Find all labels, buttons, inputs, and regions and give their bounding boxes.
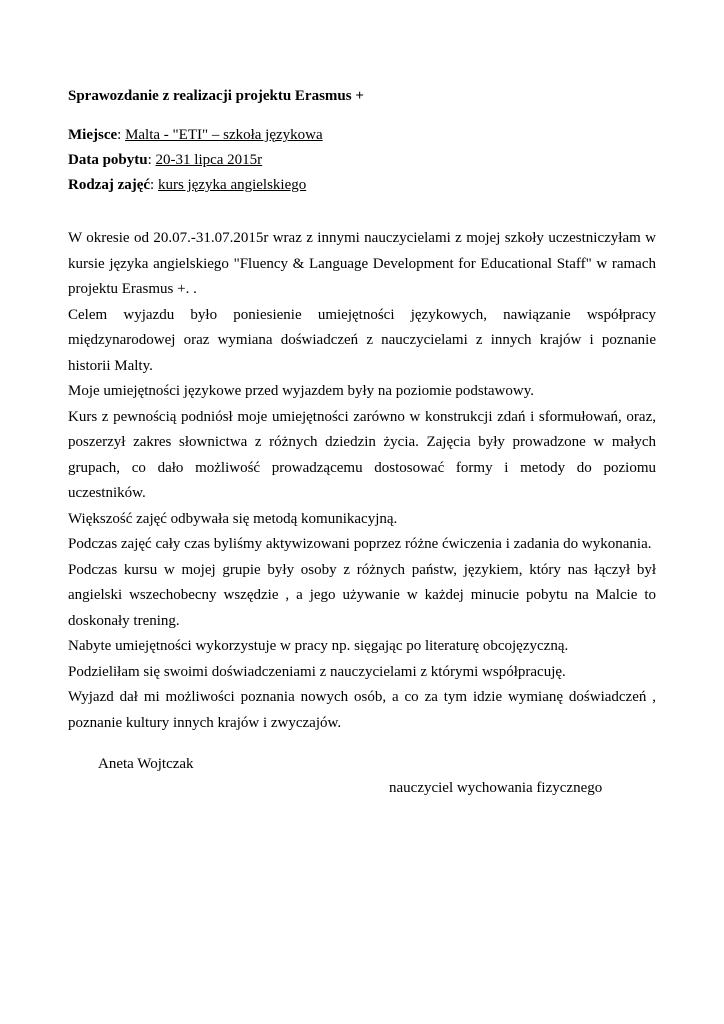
date-value: 20-31 lipca 2015r — [155, 152, 263, 168]
signature-position: nauczyciel wychowania fizycznego — [389, 780, 603, 796]
type-value: kurs języka angielskiego — [157, 177, 307, 193]
paragraph: Podzieliłam się swoimi doświadczeniami z nauczycielami z którymi współpracuję. — [68, 663, 566, 680]
paragraph: Większość zajęć odbywała się metodą komunikacyjną. — [68, 510, 398, 527]
paragraph: W okresie od 20.07.-31.07.2015r wraz z innymi nauczycielami z mojej szkoły uczestniczyłam w kursie języka angielskiego "Fluency & Language Development for Educational Staff" w ramach projektu Erasmus +. . — [68, 230, 656, 297]
paragraph: Podczas kursu w mojej grupie były osoby z różnych państw, językiem, który nas łączył był angielski wszechobecny wszędzie , a jego używanie w każdej minucie pobytu na Malcie to doskonały trening. — [68, 561, 656, 629]
type-label: Rodzaj zajęć — [68, 177, 151, 193]
meta-type: Rodzaj zajęć: kurs języka angielskiego — [68, 177, 307, 193]
paragraph: Kurs z pewnością podniósł moje umiejętności zarówno w konstrukcji zdań i sformułowań, oraz, poszerzył zakres słownictwa z różnych dziedzin życia. Zajęcia były prowadzone w małych grupach, co dało możliwość prowadzącemu dostosować formy i metody do poziomu uczestników. — [68, 408, 656, 501]
paragraph: Moje umiejętności językowe przed wyjazdem były na poziomie podstawowy. — [68, 383, 534, 399]
document-title: Sprawozdanie z realizacji projektu Erasmus + — [68, 88, 364, 104]
paragraph: Podczas zajęć cały czas byliśmy aktywizowani poprzez różne ćwiczenia i zadania do wykonania. — [68, 536, 652, 552]
paragraph: Nabyte umiejętności wykorzystuje w pracy np. sięgając po literaturę obcojęzyczną. — [68, 638, 569, 654]
meta-place: Miejsce: Malta - "ETI" – szkoła językowa — [68, 127, 323, 143]
place-value: Malta - "ETI" – szkoła językowa — [125, 127, 323, 143]
date-label: Data pobytu — [68, 152, 148, 168]
place-label: Miejsce — [68, 127, 118, 143]
meta-date: Data pobytu: 20-31 lipca 2015r — [68, 152, 263, 168]
paragraph: Celem wyjazdu było poniesienie umiejętności językowych, nawiązanie współpracy międzynarodowej oraz wymiana doświadczeń z nauczycielami z innych krajów i poznanie historii Malty. — [68, 306, 656, 374]
signature-name: Aneta Wojtczak — [98, 756, 194, 772]
report-body — [68, 226, 656, 736]
paragraph: Wyjazd dał mi możliwości poznania nowych osób, a co za tym idzie wymianę doświadczeń , poznanie kultury innych krajów i zwyczajów. — [68, 689, 656, 731]
